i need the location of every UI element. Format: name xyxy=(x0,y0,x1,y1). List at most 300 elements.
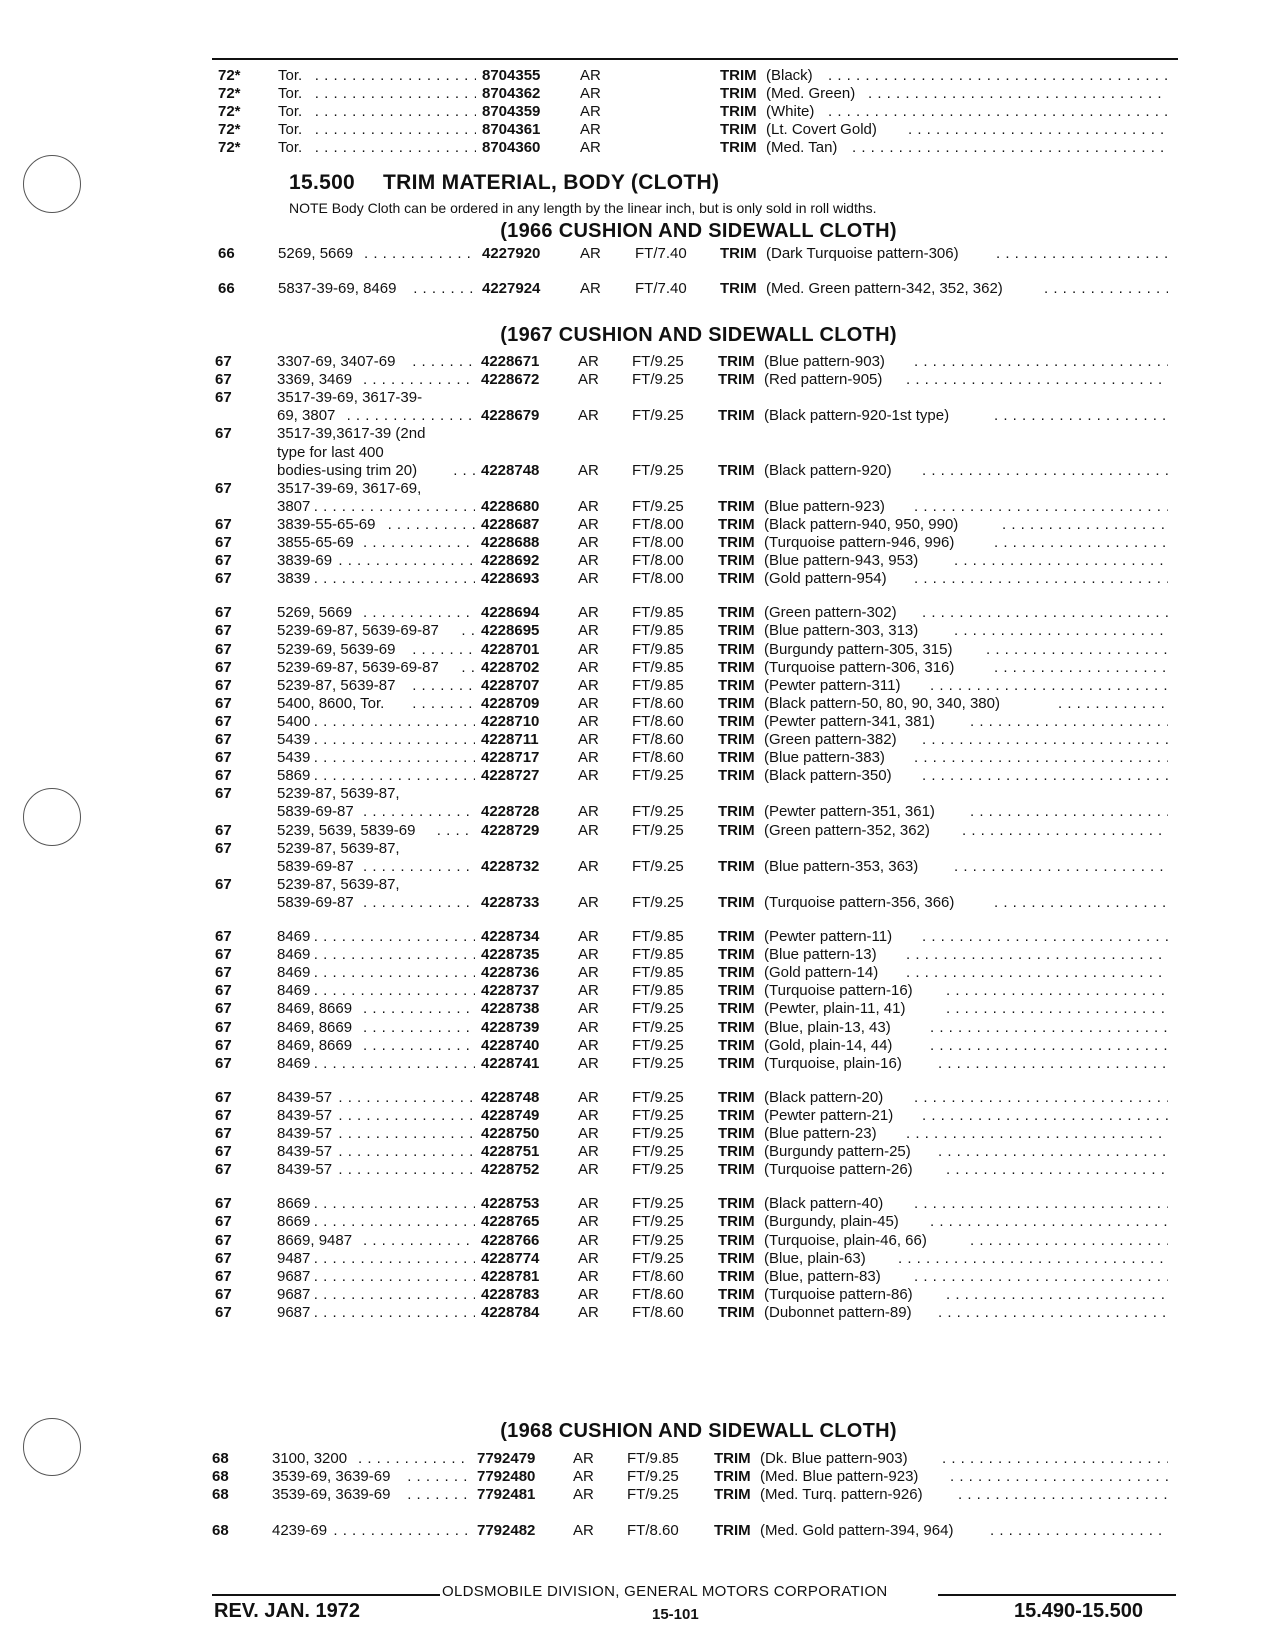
leader-dots xyxy=(358,1450,471,1468)
cell-trim: TRIM xyxy=(718,1054,755,1072)
leader-dots xyxy=(930,1019,1168,1037)
cell-year: 67 xyxy=(215,1000,232,1018)
cell-trim: TRIM xyxy=(718,749,755,767)
cell-part: 4228710 xyxy=(481,712,540,730)
cell-model: 5439 xyxy=(277,749,311,767)
table-row xyxy=(0,480,1277,498)
leader-dots xyxy=(962,822,1168,840)
cell-model: 5269, 5669 xyxy=(277,604,353,622)
cell-price: FT/8.60 xyxy=(632,749,684,767)
cell-year: 67 xyxy=(215,785,232,803)
cell-year: 67 xyxy=(215,712,232,730)
cell-qty: AR xyxy=(573,1468,594,1485)
table-row xyxy=(0,894,1277,912)
cell-desc: (Gold, plain-14, 44) xyxy=(764,1036,893,1054)
cell-qty: AR xyxy=(578,1249,599,1267)
cell-desc: (Gold pattern-14) xyxy=(764,964,879,982)
leader-dots xyxy=(363,1232,475,1250)
cell-part: 4228766 xyxy=(481,1231,540,1249)
cell-qty: AR xyxy=(578,1303,599,1321)
cell-year: 67 xyxy=(215,821,232,839)
binder-hole xyxy=(23,155,81,213)
cell-part: 4227920 xyxy=(482,245,541,262)
cell-trim: TRIM xyxy=(718,534,755,551)
cell-model: 5239-69-87, 5639-69-87 xyxy=(277,622,439,640)
footer-section-range: 15.490-15.500 xyxy=(1014,1600,1144,1622)
leader-dots xyxy=(996,245,1168,263)
cell-trim: TRIM xyxy=(718,497,755,515)
table-row xyxy=(0,1125,1277,1143)
cell-trim: TRIM xyxy=(718,1125,755,1142)
cell-price: FT/8.00 xyxy=(632,552,684,570)
cell-desc: (Med. Blue pattern-923) xyxy=(760,1468,919,1485)
cell-model: 8469, 8669 xyxy=(277,1000,353,1018)
cell-price: FT/9.25 xyxy=(627,1486,679,1503)
cell-qty: AR xyxy=(578,946,599,964)
cell-desc: (Med. Green pattern-342, 352, 362) xyxy=(766,280,1003,297)
cell-desc: (Pewter pattern-311) xyxy=(764,676,901,694)
cell-model: 9687 xyxy=(277,1285,311,1303)
table-row xyxy=(0,767,1277,785)
leader-dots xyxy=(914,498,1168,516)
table-row xyxy=(0,1161,1277,1179)
leader-dots xyxy=(407,1486,471,1504)
cell-price: FT/9.25 xyxy=(632,1106,684,1124)
cell-price: FT/9.25 xyxy=(632,1161,684,1179)
leader-dots xyxy=(898,1250,1168,1268)
leader-dots xyxy=(314,767,475,785)
cell-year: 68 xyxy=(212,1468,229,1485)
table-row xyxy=(0,280,1277,298)
cell-qty: AR xyxy=(578,1267,599,1285)
table-row xyxy=(0,982,1277,1000)
table-row xyxy=(0,1486,1277,1504)
cell-year: 67 xyxy=(215,1125,232,1142)
leader-dots xyxy=(970,713,1168,731)
cell-model: 5400, 8600, Tor. xyxy=(277,694,385,712)
table-row xyxy=(0,713,1277,731)
cell-part: 4228751 xyxy=(481,1143,540,1161)
cell-year: 68 xyxy=(212,1450,229,1467)
table-row xyxy=(0,622,1277,640)
cell-model: 8469 xyxy=(277,928,311,945)
cell-model: 8469 xyxy=(277,1054,311,1072)
cell-part: 4228750 xyxy=(481,1125,540,1142)
cell-part: 4228702 xyxy=(481,658,540,676)
cell-trim: TRIM xyxy=(718,1303,755,1321)
cell-price: FT/8.60 xyxy=(627,1522,679,1539)
cell-desc: (Dark Turquoise pattern-306) xyxy=(766,245,959,262)
leader-dots xyxy=(922,731,1168,749)
cell-qty: AR xyxy=(580,139,601,157)
leader-dots xyxy=(914,1195,1168,1213)
leader-dots xyxy=(930,1037,1168,1055)
cell-model: 5269, 5669 xyxy=(278,245,354,262)
leader-dots xyxy=(347,407,475,425)
cell-year: 67 xyxy=(215,749,232,767)
cell-model: 3839-69 xyxy=(277,552,333,570)
leader-dots xyxy=(914,1089,1168,1107)
heading-1967-text: (1967 CUSHION AND SIDEWALL CLOTH) xyxy=(500,324,897,346)
cell-qty: AR xyxy=(578,1213,599,1231)
leader-dots xyxy=(938,1304,1168,1322)
section-number: 15.500 xyxy=(289,171,356,194)
cell-price: FT/9.25 xyxy=(627,1468,679,1485)
cell-model: 9687 xyxy=(277,1267,311,1285)
section-title xyxy=(289,171,719,195)
cell-desc: (Med. Gold pattern-394, 964) xyxy=(760,1522,954,1539)
cell-trim: TRIM xyxy=(718,1106,755,1124)
leader-dots xyxy=(1044,280,1168,298)
cell-qty: AR xyxy=(578,534,599,551)
cell-year: 67 xyxy=(215,1106,232,1124)
cell-qty: AR xyxy=(578,371,599,389)
cell-year: 67 xyxy=(215,1231,232,1249)
cell-qty: AR xyxy=(578,694,599,712)
leader-dots xyxy=(954,622,1168,640)
cell-part: 4228727 xyxy=(481,767,540,785)
cell-year: 67 xyxy=(215,982,232,1000)
leader-dots xyxy=(363,534,475,552)
cell-trim: TRIM xyxy=(718,353,755,370)
cell-price: FT/8.60 xyxy=(632,694,684,712)
cell-trim: TRIM xyxy=(718,1285,755,1303)
cell-year: 67 xyxy=(215,1036,232,1054)
leader-dots xyxy=(314,1055,475,1073)
table-row xyxy=(0,67,1277,85)
leader-dots xyxy=(338,552,475,570)
cell-part: 8704361 xyxy=(482,121,541,139)
cell-part: 8704360 xyxy=(482,139,541,157)
cell-model: 8669 xyxy=(277,1213,311,1231)
cell-trim: TRIM xyxy=(718,1195,755,1213)
cell-model: 5837-39-69, 8469 xyxy=(278,280,397,297)
cell-price: FT/9.85 xyxy=(627,1450,679,1467)
cell-qty: AR xyxy=(580,103,601,121)
cell-desc: (Black pattern-40) xyxy=(764,1195,884,1213)
cell-qty: AR xyxy=(578,658,599,676)
cell-qty: AR xyxy=(578,893,599,911)
cell-desc: (Turquoise pattern-16) xyxy=(764,982,913,1000)
cell-price: FT/9.85 xyxy=(632,964,684,982)
cell-part: 4228695 xyxy=(481,622,540,640)
leader-dots xyxy=(407,1468,471,1486)
cell-price: FT/9.25 xyxy=(632,803,684,821)
cell-part: 4228739 xyxy=(481,1018,540,1036)
cell-desc: (Black pattern-350) xyxy=(764,767,892,785)
cell-year: 72* xyxy=(218,103,241,121)
cell-model: 8469 xyxy=(277,964,311,982)
cell-trim: TRIM xyxy=(718,1213,755,1231)
leader-dots xyxy=(453,462,475,480)
cell-qty: AR xyxy=(578,461,599,479)
cell-year: 67 xyxy=(215,1143,232,1161)
cell-model: 8469 xyxy=(277,982,311,1000)
cell-part: 4228728 xyxy=(481,803,540,821)
cell-year: 72* xyxy=(218,121,241,139)
cell-qty: AR xyxy=(578,1054,599,1072)
cell-model: 3839-55-65-69 xyxy=(277,515,376,533)
cell-trim: TRIM xyxy=(720,245,757,262)
table-row xyxy=(0,353,1277,371)
leader-dots xyxy=(315,85,476,103)
cell-desc: (Blue, pattern-83) xyxy=(764,1267,881,1285)
cell-model: Tor. xyxy=(278,103,303,121)
cell-desc: (Turquoise, plain-46, 66) xyxy=(764,1231,927,1249)
cell-price: FT/8.60 xyxy=(632,1285,684,1303)
cell-part: 4228709 xyxy=(481,694,540,712)
cell-model: 5439 xyxy=(277,731,311,748)
cell-model: 5239-69, 5639-69 xyxy=(277,640,396,658)
cell-qty: AR xyxy=(578,803,599,821)
table-row xyxy=(0,1000,1277,1018)
cell-part: 4228753 xyxy=(481,1195,540,1213)
cell-part: 4228735 xyxy=(481,946,540,964)
table-row xyxy=(0,785,1277,803)
cell-year: 67 xyxy=(215,622,232,640)
cell-qty: AR xyxy=(578,1143,599,1161)
cell-qty: AR xyxy=(578,821,599,839)
cell-trim: TRIM xyxy=(714,1486,751,1503)
cell-model: 8469, 8669 xyxy=(277,1036,353,1054)
leader-dots xyxy=(906,371,1168,389)
cell-trim: TRIM xyxy=(718,461,755,479)
cell-qty: AR xyxy=(578,712,599,730)
table-row xyxy=(0,840,1277,858)
leader-dots xyxy=(315,103,476,121)
cell-part: 4228765 xyxy=(481,1213,540,1231)
footer-page-number: 15-101 xyxy=(652,1606,699,1623)
cell-price: FT/9.25 xyxy=(632,371,684,389)
cell-qty: AR xyxy=(578,676,599,694)
cell-desc: (Blue pattern-303, 313) xyxy=(764,622,919,640)
cell-trim: TRIM xyxy=(718,1161,755,1179)
leader-dots xyxy=(914,749,1168,767)
table-row xyxy=(0,1232,1277,1250)
table-row xyxy=(0,641,1277,659)
leader-dots xyxy=(922,1107,1168,1125)
cell-price: FT/9.25 xyxy=(632,821,684,839)
table-row xyxy=(0,389,1277,407)
cell-desc: (Dk. Blue pattern-903) xyxy=(760,1450,908,1467)
cell-part: 4228680 xyxy=(481,497,540,515)
cell-part: 4228740 xyxy=(481,1036,540,1054)
cell-desc: (Gold pattern-954) xyxy=(764,570,887,588)
table-row xyxy=(0,1304,1277,1322)
leader-dots xyxy=(314,1250,475,1268)
cell-desc: (Turquoise pattern-946, 996) xyxy=(764,534,955,551)
cell-price: FT/8.60 xyxy=(632,731,684,748)
cell-trim: TRIM xyxy=(718,658,755,676)
cell-year: 67 xyxy=(215,694,232,712)
leader-dots xyxy=(338,1125,475,1143)
section-note: NOTE Body Cloth can be ordered in any length by the linear inch, but is only sold in roll widths. xyxy=(289,200,877,216)
leader-dots xyxy=(315,67,476,85)
table-row xyxy=(0,1268,1277,1286)
cell-trim: TRIM xyxy=(718,570,755,588)
cell-desc: (Pewter pattern-21) xyxy=(764,1106,894,1124)
leader-dots xyxy=(946,1000,1168,1018)
cell-model: Tor. xyxy=(278,139,303,157)
leader-dots xyxy=(388,516,475,534)
leader-dots xyxy=(314,1268,475,1286)
cell-model: 5400 xyxy=(277,712,311,730)
cell-model: 3100, 3200 xyxy=(272,1450,348,1467)
cell-desc: (Turquoise pattern-306, 316) xyxy=(764,658,955,676)
cell-model: 3539-69, 3639-69 xyxy=(272,1486,391,1503)
cell-year: 67 xyxy=(215,767,232,785)
cell-price: FT/9.85 xyxy=(632,640,684,658)
cell-part: 4228738 xyxy=(481,1000,540,1018)
cell-year: 67 xyxy=(215,570,232,588)
table-row xyxy=(0,822,1277,840)
cell-part: 4228694 xyxy=(481,604,540,622)
heading-1967 xyxy=(0,324,1277,347)
table-row xyxy=(0,444,1277,462)
cell-price: FT/9.25 xyxy=(632,1249,684,1267)
cell-year: 67 xyxy=(215,552,232,570)
cell-model: 3517-39,3617-39 (2nd xyxy=(277,425,426,443)
table-row xyxy=(0,570,1277,588)
cell-year: 67 xyxy=(215,1161,232,1179)
cell-model: 3839 xyxy=(277,570,311,588)
leader-dots xyxy=(922,604,1168,622)
cell-trim: TRIM xyxy=(718,928,755,945)
cell-desc: (Black pattern-20) xyxy=(764,1088,884,1106)
cell-part: 4228783 xyxy=(481,1285,540,1303)
leader-dots xyxy=(338,1143,475,1161)
cell-price: FT/8.60 xyxy=(632,712,684,730)
cell-desc: (Med. Tan) xyxy=(766,139,838,157)
leader-dots xyxy=(314,570,475,588)
cell-part: 4228717 xyxy=(481,749,540,767)
cell-qty: AR xyxy=(578,622,599,640)
cell-year: 67 xyxy=(215,1303,232,1321)
cell-desc: (Pewter pattern-341, 381) xyxy=(764,712,935,730)
cell-year: 67 xyxy=(215,371,232,389)
cell-model: 8669, 9487 xyxy=(277,1231,353,1249)
table-row xyxy=(0,731,1277,749)
cell-model: 3517-39-69, 3617-39- xyxy=(277,389,423,407)
table-row xyxy=(0,407,1277,425)
leader-dots xyxy=(338,1161,475,1179)
cell-qty: AR xyxy=(578,1231,599,1249)
cell-desc: (Blue pattern-943, 953) xyxy=(764,552,919,570)
cell-part: 4228732 xyxy=(481,857,540,875)
cell-model: 8439-57 xyxy=(277,1088,333,1106)
cell-desc: (Med. Green) xyxy=(766,85,856,103)
cell-price: FT/9.25 xyxy=(632,857,684,875)
cell-trim: TRIM xyxy=(718,1249,755,1267)
heading-1968-text: (1968 CUSHION AND SIDEWALL CLOTH) xyxy=(500,1420,897,1442)
table-row xyxy=(0,876,1277,894)
cell-year: 67 xyxy=(215,1249,232,1267)
cell-price: FT/9.25 xyxy=(632,1000,684,1018)
leader-dots xyxy=(363,371,475,389)
cell-trim: TRIM xyxy=(718,622,755,640)
heading-1966-text: (1966 CUSHION AND SIDEWALL CLOTH) xyxy=(500,220,897,242)
cell-part: 4228687 xyxy=(481,515,540,533)
cell-trim: TRIM xyxy=(718,821,755,839)
cell-model: bodies-using trim 20) xyxy=(277,461,418,479)
cell-year: 72* xyxy=(218,67,241,84)
cell-price: FT/9.25 xyxy=(632,407,684,425)
cell-price: FT/9.25 xyxy=(632,461,684,479)
table-row xyxy=(0,858,1277,876)
leader-dots xyxy=(946,1286,1168,1304)
cell-model: 3307-69, 3407-69 xyxy=(277,353,396,370)
table-row xyxy=(0,245,1277,263)
cell-year: 67 xyxy=(215,1267,232,1285)
cell-trim: TRIM xyxy=(718,803,755,821)
cell-price: FT/9.25 xyxy=(632,1036,684,1054)
cell-trim: TRIM xyxy=(718,694,755,712)
cell-model: 69, 3807 xyxy=(277,407,336,425)
leader-dots xyxy=(314,731,475,749)
cell-desc: (Turquoise, plain-16) xyxy=(764,1054,902,1072)
leader-dots xyxy=(363,858,475,876)
cell-part: 4228707 xyxy=(481,676,540,694)
cell-model: 5239-87, 5639-87, xyxy=(277,839,400,857)
cell-model: 5239-69-87, 5639-69-87 xyxy=(277,658,439,676)
cell-year: 66 xyxy=(218,245,235,262)
cell-year: 67 xyxy=(215,731,232,748)
cell-part: 4228752 xyxy=(481,1161,540,1179)
cell-part: 4228784 xyxy=(481,1303,540,1321)
cell-price: FT/8.00 xyxy=(632,515,684,533)
cell-trim: TRIM xyxy=(718,640,755,658)
cell-qty: AR xyxy=(578,515,599,533)
table-row xyxy=(0,1055,1277,1073)
cell-year: 68 xyxy=(212,1486,229,1503)
cell-price: FT/7.40 xyxy=(635,245,687,262)
table-row xyxy=(0,139,1277,157)
cell-trim: TRIM xyxy=(720,85,757,103)
cell-desc: (Dubonnet pattern-89) xyxy=(764,1303,912,1321)
cell-qty: AR xyxy=(578,749,599,767)
cell-qty: AR xyxy=(573,1522,594,1539)
cell-year: 67 xyxy=(215,604,232,622)
cell-model: Tor. xyxy=(278,67,303,84)
cell-model: 8669 xyxy=(277,1195,311,1213)
cell-trim: TRIM xyxy=(718,731,755,748)
leader-dots xyxy=(412,641,475,659)
cell-qty: AR xyxy=(578,1195,599,1213)
leader-dots xyxy=(908,121,1168,139)
leader-dots xyxy=(314,1304,475,1322)
cell-trim: TRIM xyxy=(718,712,755,730)
cell-part: 4228711 xyxy=(481,731,539,748)
cell-year: 67 xyxy=(215,515,232,533)
leader-dots xyxy=(364,245,476,263)
cell-desc: (Lt. Covert Gold) xyxy=(766,121,877,139)
cell-desc: (Turquoise pattern-356, 366) xyxy=(764,893,955,911)
cell-year: 67 xyxy=(215,425,232,443)
cell-desc: (Blue pattern-13) xyxy=(764,946,877,964)
leader-dots xyxy=(828,103,1168,121)
cell-year: 67 xyxy=(215,658,232,676)
cell-model: 3855-65-69 xyxy=(277,534,354,551)
cell-trim: TRIM xyxy=(720,121,757,139)
leader-dots xyxy=(930,1213,1168,1231)
leader-dots xyxy=(906,964,1168,982)
cell-price: FT/9.25 xyxy=(632,353,684,370)
leader-dots xyxy=(958,1486,1168,1504)
cell-model: 9687 xyxy=(277,1303,311,1321)
cell-trim: TRIM xyxy=(718,371,755,389)
cell-trim: TRIM xyxy=(718,1018,755,1036)
cell-year: 72* xyxy=(218,85,241,103)
